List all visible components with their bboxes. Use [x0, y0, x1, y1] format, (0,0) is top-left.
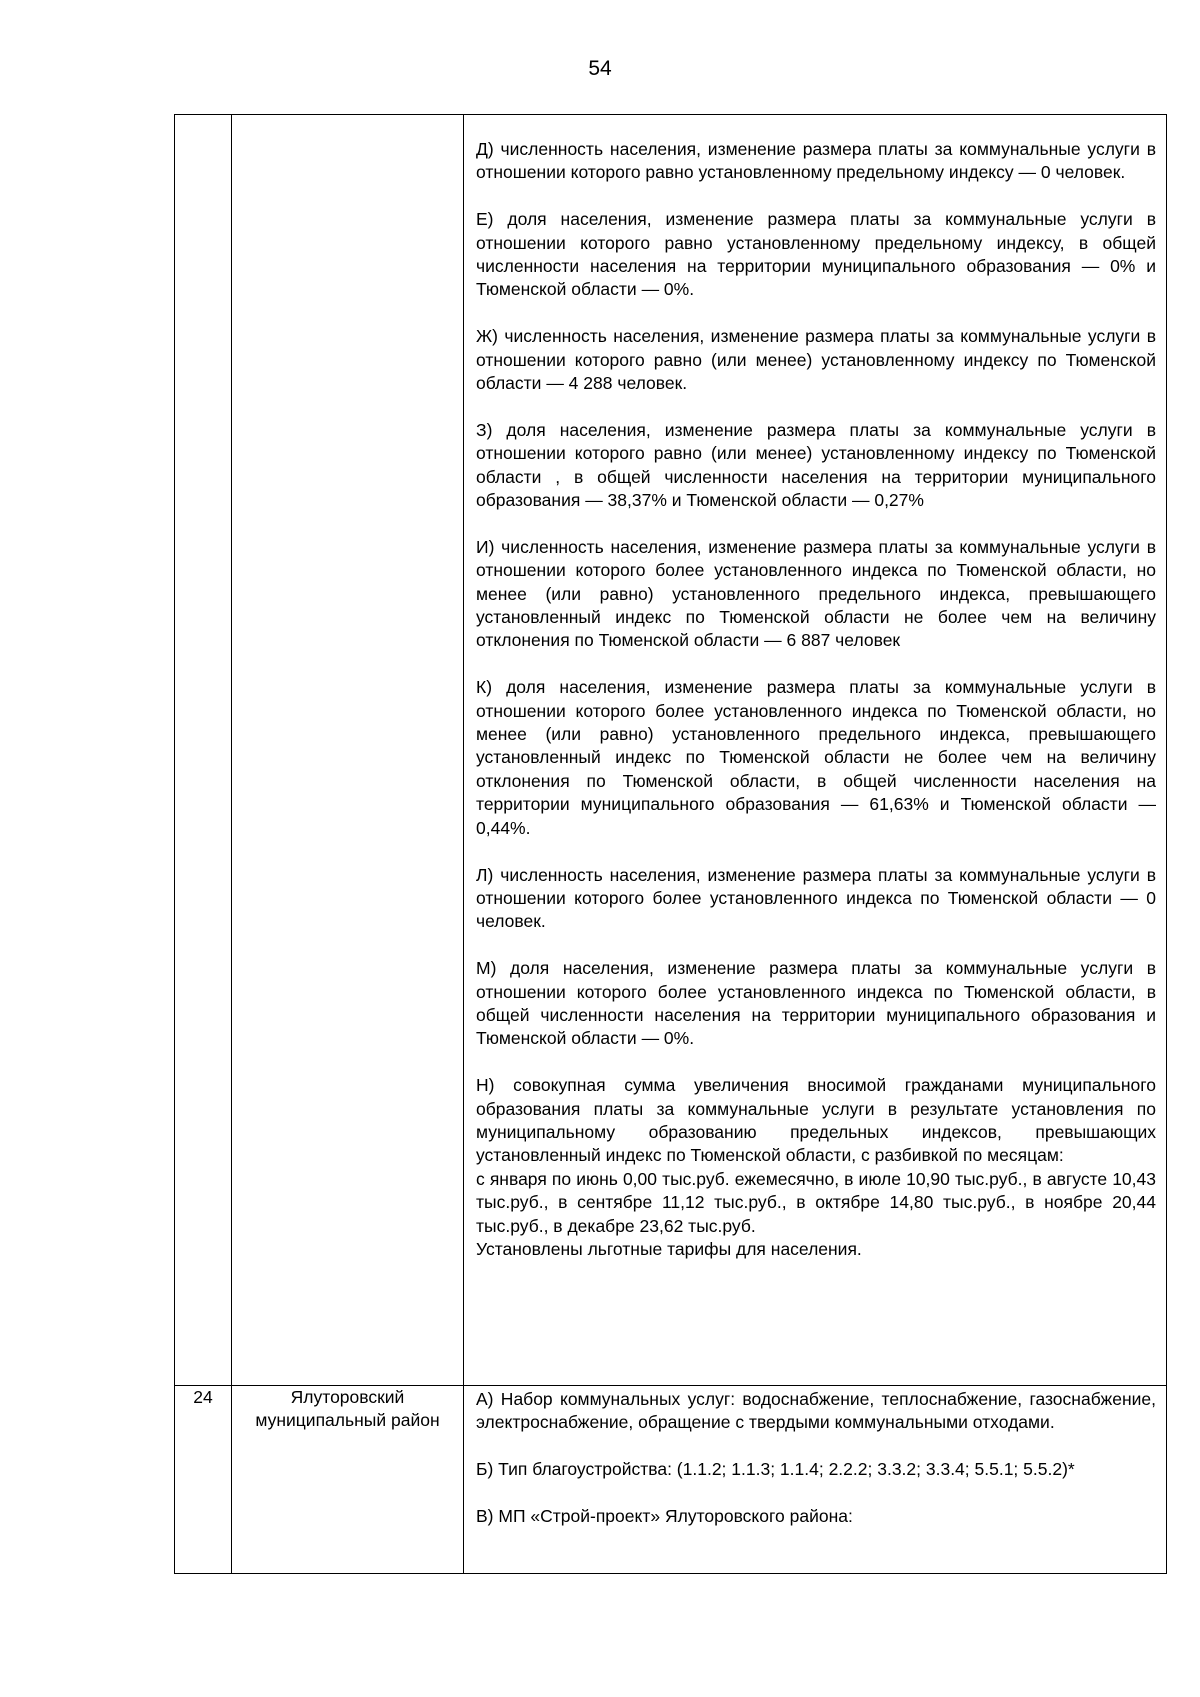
municipal-table: [174, 114, 1167, 1574]
paragraph-zh: Ж) численность населения, изменение размера платы за коммунальные услуги в отношении которого равно (или менее) установленному индексу по Тюменской области — 4 288 человек.: [476, 326, 1156, 394]
paragraph-d: Д) численность населения, изменение размера платы за коммунальные услуги в отношении которого равно установленному предельному индексу — 0 человек.: [476, 139, 1156, 183]
indicators-cell: [464, 115, 1167, 1386]
indicators-cell: [464, 1386, 1167, 1574]
paragraph-b: Б) Тип благоустройства: (1.1.2; 1.1.3; 1.1.4; 2.2.2; 3.3.2; 3.3.4; 5.5.1; 5.5.2)*: [476, 1459, 1075, 1480]
paragraph-l: Л) численность населения, изменение размера платы за коммунальные услуги в отношении которого более установленного индекса по Тюменской области — 0 человек.: [476, 864, 1156, 932]
municipality-name-cell: Ялуторовский муниципальный район: [232, 1386, 464, 1574]
table-row: [175, 1386, 1167, 1574]
page-number: 54: [588, 57, 612, 80]
municipality-name-cell: [232, 115, 464, 1386]
paragraph-v: В) МП «Строй-проект» Ялуторовского района:: [476, 1506, 853, 1526]
paragraph-i: И) численность населения, изменение размера платы за коммунальные услуги в отношении которого более установленного индекса по Тюменской области, но менее (или равно) установленного предельного индекса, превышающего установленный индекс по Тюменской области не более чем на величину отклонения по Тюменской области — 6 887 человек: [476, 536, 1156, 651]
paragraph-z: З) доля населения, изменение размера платы за коммунальные услуги в отношении которого равно (или менее) установленному индексу по Тюменской области , в общей численности населения на территории муниципального образования — 38,37% и Тюменской области — 0,27%: [476, 419, 1156, 511]
paragraph-m: М) доля населения, изменение размера платы за коммунальные услуги в отношении которого более установленного индекса по Тюменской области, в общей численности населения на территории муниципального образования и Тюменской области — 0%.: [476, 958, 1156, 1049]
table-row: [175, 115, 1167, 1386]
row-number-cell: [175, 115, 232, 1386]
paragraph-k: К) доля населения, изменение размера платы за коммунальные услуги в отношении которого более установленного индекса по Тюменской области, но менее (или равно) установленного предельного индекса, превышающего установленный индекс по Тюменской области не более чем на величину отклонения по Тюменской области, в общей численности населения на территории муниципального образования — 61,63% и Тюменской области — 0,44%.: [476, 677, 1156, 838]
paragraph-a: А) Набор коммунальных услуг: водоснабжение, теплоснабжение, газоснабжение, электроснабжение, обращение с твердыми коммунальными отходами.: [476, 1389, 1156, 1433]
row-number-cell: 24: [175, 1386, 232, 1574]
tariff-note: Установлены льготные тарифы для населения.: [476, 1238, 862, 1259]
monthly-breakdown: с января по июнь 0,00 тыс.руб. ежемесячно, в июле 10,90 тыс.руб., в августе 10,43 тыс.руб., в сентябре 11,12 тыс.руб., в октябре 14,80 тыс.руб., в ноябре 20,44 тыс.руб., в декабре 23,62 тыс.руб.: [476, 1168, 1156, 1236]
paragraph-e: Е) доля населения, изменение размера платы за коммунальные услуги в отношении которого равно установленному предельному индексу, в общей численности населения на территории муниципального образования — 0% и Тюменской области — 0%.: [476, 209, 1156, 300]
paragraph-n: Н) совокупная сумма увеличения вносимой гражданами муниципального образования платы за коммунальные услуги в результате установления по муниципальному образованию предельных индексов, превышающих установленный индекс по Тюменской области, с разбивкой по месяцам:: [476, 1075, 1156, 1166]
